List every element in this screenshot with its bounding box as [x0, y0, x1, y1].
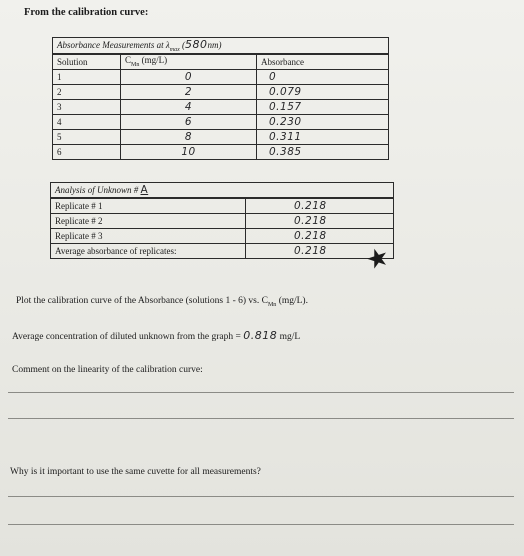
- absorbance-cell: 0.311: [257, 129, 389, 144]
- calibration-table: [52, 37, 389, 160]
- table-row: [53, 129, 389, 144]
- absorbance-cell: 0.157: [257, 99, 389, 114]
- answer-line: [8, 524, 514, 525]
- table-row: [51, 229, 394, 244]
- replicate-label: Replicate # 1: [51, 198, 246, 214]
- answer-line: [8, 418, 514, 419]
- replicate-value: 0.218: [246, 214, 394, 229]
- cuvette-question: Why is it important to use the same cuvette for all measurements?: [10, 467, 261, 477]
- calibration-header-row: [53, 54, 389, 70]
- table-row: [53, 84, 389, 99]
- table-row: [53, 69, 389, 84]
- replicate-value: 0.218: [246, 229, 394, 244]
- absorbance-cell: 0.079: [257, 84, 389, 99]
- average-value: 0.218: [246, 244, 394, 259]
- table-row: [53, 144, 389, 159]
- average-label: Average absorbance of replicates:: [51, 244, 246, 259]
- header-solution: Solution: [53, 54, 121, 70]
- table-row: [51, 198, 394, 214]
- handwritten-star-mark: ★: [361, 241, 394, 277]
- calibration-title-row: [53, 38, 389, 54]
- concentration-cell: 2: [121, 84, 257, 99]
- concentration-cell: 6: [121, 114, 257, 129]
- answer-line: [8, 496, 514, 497]
- unknown-id: A: [140, 184, 149, 196]
- unknown-analysis-table: [50, 182, 394, 259]
- unknown-title-row: [51, 183, 394, 199]
- header-concentration: $C_{Mn}$ (mg/L): [121, 54, 257, 70]
- absorbance-cell: 0.230: [257, 114, 389, 129]
- linearity-question: Comment on the linearity of the calibration curve:: [12, 365, 203, 375]
- section-heading: From the calibration curve:: [24, 7, 149, 18]
- header-absorbance: Absorbance: [257, 54, 389, 70]
- concentration-cell: 0: [121, 69, 257, 84]
- plot-instruction: Plot the calibration curve of the Absorbance (solutions 1 - 6) vs. $C_{Mn}$ (mg/L).: [16, 296, 308, 308]
- solution-cell: 3: [53, 99, 121, 114]
- solution-cell: 6: [53, 144, 121, 159]
- replicate-label: Replicate # 2: [51, 214, 246, 229]
- solution-cell: 1: [53, 69, 121, 84]
- concentration-cell: 4: [121, 99, 257, 114]
- table-row: [51, 244, 394, 259]
- absorbance-cell: 0: [257, 69, 389, 84]
- table-row: [53, 114, 389, 129]
- solution-cell: 2: [53, 84, 121, 99]
- answer-line: [8, 392, 514, 393]
- table-row: [53, 99, 389, 114]
- calibration-title: Absorbance Measurements at $\lambda_{max}$ (580nm): [53, 38, 389, 54]
- replicate-value: 0.218: [246, 198, 394, 214]
- concentration-cell: 10: [121, 144, 257, 159]
- absorbance-cell: 0.385: [257, 144, 389, 159]
- average-concentration-line: Average concentration of diluted unknown from the graph = 0.818 mg/L: [12, 329, 301, 342]
- concentration-cell: 8: [121, 129, 257, 144]
- replicate-label: Replicate # 3: [51, 229, 246, 244]
- solution-cell: 4: [53, 114, 121, 129]
- lambda-value: 580: [185, 38, 208, 51]
- solution-cell: 5: [53, 129, 121, 144]
- average-concentration-value: 0.818: [243, 329, 278, 342]
- table-row: [51, 214, 394, 229]
- unknown-title: Analysis of Unknown # A: [51, 183, 394, 199]
